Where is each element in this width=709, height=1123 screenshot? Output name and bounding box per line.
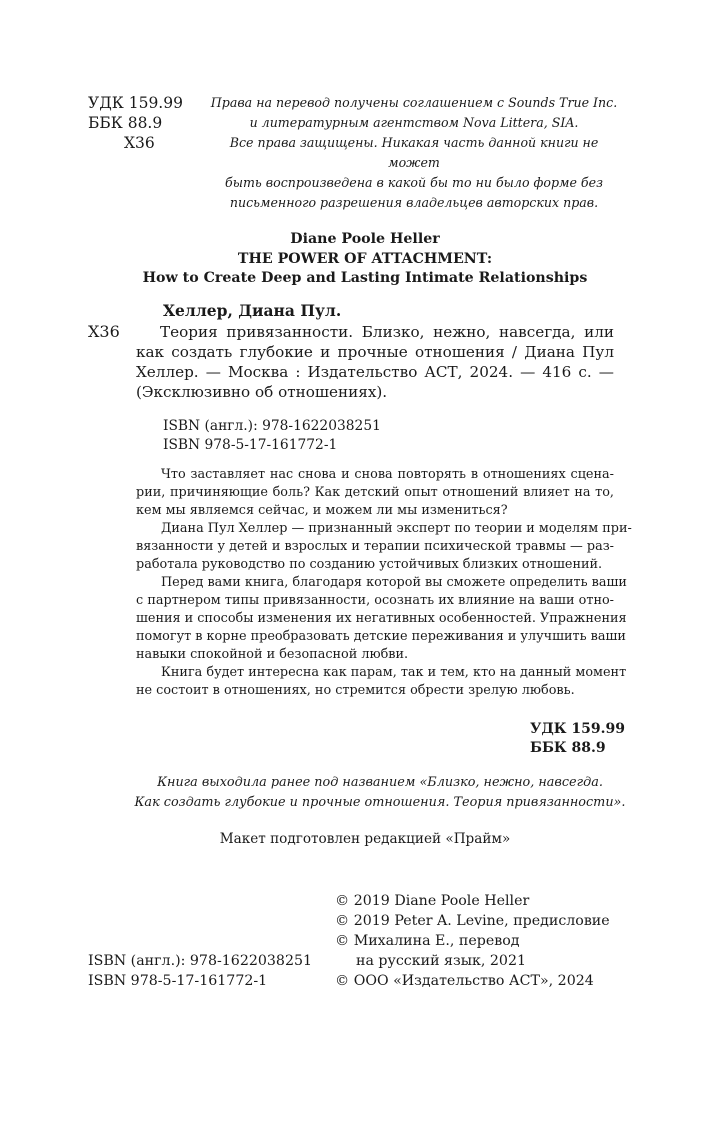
rights-notice: [205, 93, 623, 213]
annotation-line: вязанности у детей и взрослых и терапии психической травмы — раз-: [136, 539, 614, 554]
rights-line: и литературным агентством Nova Littera, SIA.: [249, 115, 579, 130]
rights-line: быть воспроизведена в какой бы то ни было форме без: [225, 175, 603, 190]
annotation-line: помогут в корне преобразовать детские переживания и улучшить ваши: [136, 629, 626, 644]
codes-footer: [530, 720, 625, 758]
copyright-line: © ООО «Издательство АСТ», 2024: [335, 973, 594, 989]
layout-note: Макет подготовлен редакцией «Прайм»: [219, 831, 511, 847]
annotation-line: Что заставляет нас снова и снова повторять в отношениях сцена-: [161, 467, 614, 482]
isbn-footer-russian: ISBN 978-5-17-161772-1: [88, 973, 268, 989]
udk-code: УДК 159.99: [88, 94, 183, 112]
rights-line: письменного разрешения владельцев авторских прав.: [229, 195, 599, 210]
isbn-footer-english: ISBN (англ.): 978-1622038251: [88, 953, 313, 969]
classification-block: [88, 93, 183, 153]
bbk-code: ББК 88.9: [88, 114, 163, 132]
annotation-line: навыки спокойной и безопасной любви.: [136, 647, 409, 662]
isbn-russian: ISBN 978-5-17-161772-1: [163, 437, 338, 453]
annotation-line: работала руководство по созданию устойчивых близких отношений.: [136, 557, 603, 572]
author-heading: Хеллер, Диана Пул.: [163, 301, 342, 320]
description-line: Теория привязанности. Близко, нежно, навсегда, или: [160, 323, 614, 341]
previous-title-line: Книга выходила ранее под названием «Близко, нежно, навсегда.: [157, 775, 603, 790]
annotation-line: кем мы являемся сейчас, и можем ли мы измениться?: [136, 503, 508, 518]
original-subtitle: How to Create Deep and Lasting Intimate Relationships: [142, 270, 588, 286]
rights-line: Все права защищены. Никакая часть данной книги не может: [229, 135, 599, 170]
previous-title-note: [100, 773, 660, 813]
copyright-line: © 2019 Peter A. Levine, предисловие: [335, 913, 610, 929]
copyright-line: © Михалина Е., перевод: [335, 933, 520, 949]
annotation-line: с партнером типы привязанности, осознать их влияние на ваши отно-: [136, 593, 614, 608]
copyright-block: [335, 891, 610, 991]
description-line: как создать глубокие и прочные отношения / Диана Пул: [136, 343, 614, 361]
original-title: THE POWER OF ATTACHMENT:: [237, 250, 493, 267]
copyright-line: © 2019 Diane Poole Heller: [335, 893, 530, 909]
annotation-line: не состоит в отношениях, но стремится обрести зрелую любовь.: [136, 683, 575, 698]
original-edition: [120, 230, 610, 289]
isbn-footer: [88, 951, 312, 991]
original-author: Diane Poole Heller: [290, 231, 440, 247]
author-mark: Х36: [124, 134, 155, 152]
previous-title-line: Как создать глубокие и прочные отношения. Теория привязанности».: [134, 795, 626, 810]
annotation-line: Диана Пул Хеллер — признанный эксперт по теории и моделям при-: [161, 521, 632, 536]
description-line: Хеллер. — Москва : Издательство АСТ, 2024. — 416 с. —: [136, 363, 614, 381]
copyright-line: на русский язык, 2021: [356, 953, 527, 969]
annotation: [136, 466, 632, 700]
isbn-block: [163, 417, 381, 455]
bbk-code-footer: ББК 88.9: [530, 740, 606, 756]
bibliographic-mark: Х36: [88, 322, 120, 341]
isbn-english: ISBN (англ.): 978-1622038251: [163, 418, 381, 434]
bibliographic-description: [136, 322, 614, 402]
rights-line: Права на перевод получены соглашением с Sounds True Inc.: [210, 95, 618, 110]
description-line: (Эксклюзивно об отношениях).: [136, 383, 388, 401]
udk-code-footer: УДК 159.99: [530, 721, 625, 737]
annotation-line: рии, причиняющие боль? Как детский опыт отношений влияет на то,: [136, 485, 614, 500]
annotation-line: Книга будет интересна как парам, так и тем, кто на данный момент: [161, 665, 627, 680]
annotation-line: Перед вами книга, благодаря которой вы сможете определить ваши: [161, 575, 627, 590]
annotation-line: шения и способы изменения их негативных особенностей. Упражнения: [136, 611, 627, 626]
